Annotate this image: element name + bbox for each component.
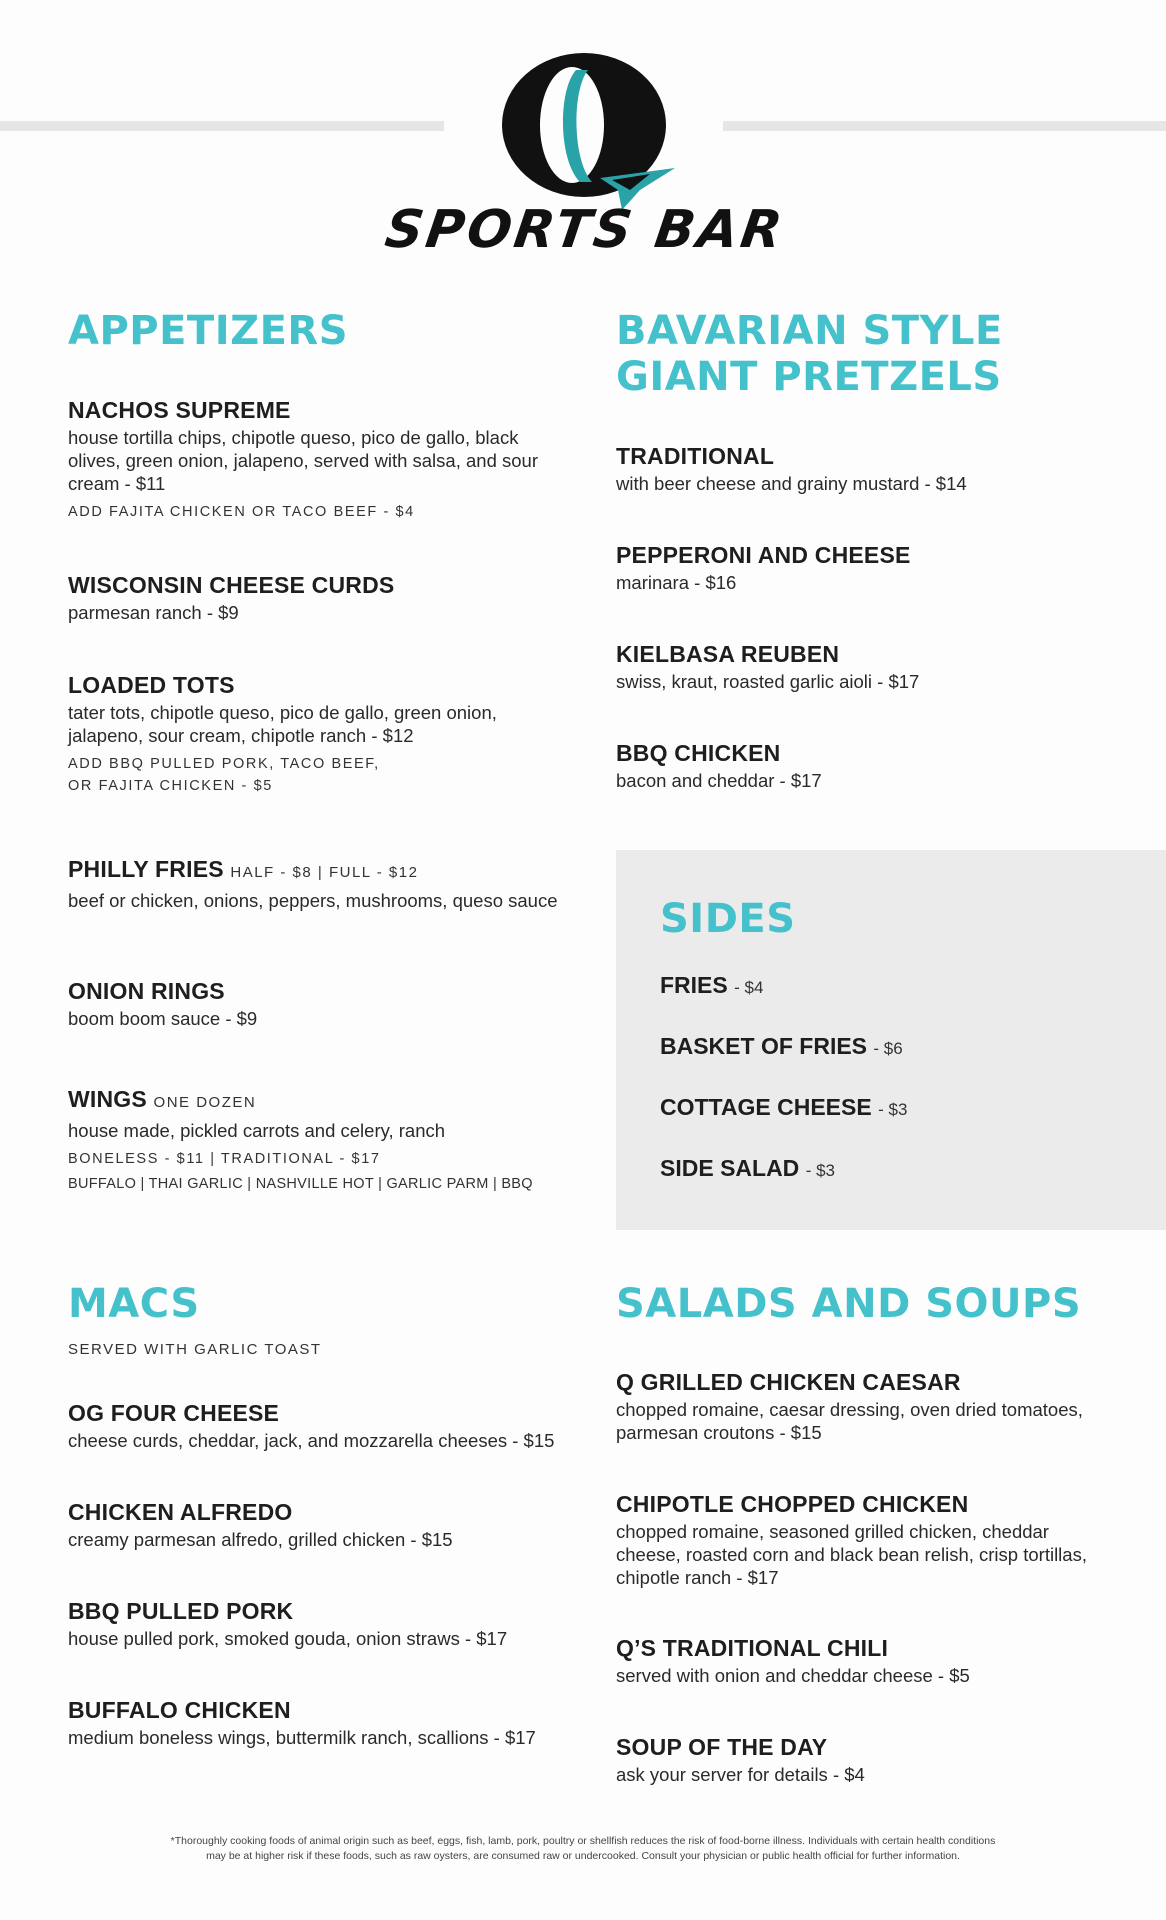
item-desc: parmesan ranch - $9 <box>68 602 239 623</box>
salads-title: SALADS AND SOUPS <box>616 1281 1082 1327</box>
side-name: FRIES <box>660 972 728 998</box>
pretzels-section <box>616 308 1136 808</box>
item-desc: medium boneless wings, buttermilk ranch, scallions - $17 <box>68 1727 536 1748</box>
item-desc: marinara - $16 <box>616 572 737 593</box>
pretzels-title-line: BAVARIAN STYLE <box>616 308 1003 354</box>
item-name: NACHOS SUPREME <box>68 397 291 423</box>
item-addon <box>68 753 568 797</box>
item-name: Q GRILLED CHICKEN CAESAR <box>616 1369 961 1395</box>
menu-item <box>68 1085 568 1192</box>
disclaimer-line: *Thoroughly cooking foods of animal origin such as beef, eggs, fish, lamb, pork, poultry or shellfish reduces the risk of food-borne illness. Individuals with certain health conditions <box>170 1835 996 1847</box>
item-prices: BONELESS - $11 | TRADITIONAL - $17 <box>68 1151 381 1167</box>
item-name: PHILLY FRIES <box>68 856 224 882</box>
item-desc: swiss, kraut, roasted garlic aioli - $17 <box>616 671 920 692</box>
item-name: WISCONSIN CHEESE CURDS <box>68 572 395 598</box>
q-logo-icon <box>350 50 820 210</box>
macs-subtitle: SERVED WITH GARLIC TOAST <box>68 1341 322 1358</box>
item-desc: served with onion and cheddar cheese - $5 <box>616 1665 970 1686</box>
side-price: - $3 <box>878 1100 908 1119</box>
logo <box>350 50 820 260</box>
item-addon-line: OR FAJITA CHICKEN - $5 <box>68 778 273 794</box>
food-safety-disclaimer <box>120 1834 1046 1864</box>
pretzels-title-line: GIANT PRETZELS <box>616 354 1002 400</box>
item-name: KIELBASA REUBEN <box>616 641 840 667</box>
appetizers-section <box>68 308 568 1208</box>
item-desc: chopped romaine, seasoned grilled chicken, cheddar cheese, roasted corn and black bean relish, crisp tortillas, chipotle ranch - $17 <box>616 1521 1087 1588</box>
side-item <box>660 1033 903 1060</box>
menu-item <box>68 1399 568 1452</box>
side-name: COTTAGE CHEESE <box>660 1094 872 1120</box>
item-desc: house pulled pork, smoked gouda, onion straws - $17 <box>68 1628 508 1649</box>
pretzels-title <box>616 308 1136 400</box>
item-name: PEPPERONI AND CHEESE <box>616 542 911 568</box>
menu-item <box>68 1597 568 1650</box>
macs-title: MACS <box>68 1281 200 1327</box>
menu-item <box>616 1634 1116 1687</box>
item-flavors: BUFFALO | THAI GARLIC | NASHVILLE HOT | GARLIC PARM | BBQ <box>68 1176 533 1192</box>
menu-item <box>68 571 568 624</box>
menu-item <box>68 396 568 523</box>
side-price: - $4 <box>734 978 764 997</box>
item-name: ONION RINGS <box>68 978 225 1004</box>
side-name: BASKET OF FRIES <box>660 1033 868 1059</box>
side-item <box>660 972 763 999</box>
menu-item <box>616 541 1136 594</box>
item-name: WINGS <box>68 1086 147 1112</box>
item-desc: tater tots, chipotle queso, pico de gallo, green onion, jalapeno, sour cream, chipotle ranch - $12 <box>68 702 497 746</box>
item-name: BBQ CHICKEN <box>616 740 781 766</box>
item-name: CHICKEN ALFREDO <box>68 1499 293 1525</box>
disclaimer-line: may be at higher risk if these foods, such as raw oysters, are consumed raw or undercooked. Consult your physician or public health official for further information. <box>206 1850 960 1862</box>
menu-item <box>616 739 1136 792</box>
salads-section <box>616 1281 1116 1801</box>
side-item <box>660 1094 907 1121</box>
appetizers-title: APPETIZERS <box>68 308 349 354</box>
item-size-prices: HALF - $8 | FULL - $12 <box>230 864 419 881</box>
menu-item <box>68 855 568 912</box>
item-desc: bacon and cheddar - $17 <box>616 770 822 791</box>
item-desc: beef or chicken, onions, peppers, mushrooms, queso sauce <box>68 890 558 911</box>
item-name: Q’S TRADITIONAL CHILI <box>616 1635 889 1661</box>
item-desc: house made, pickled carrots and celery, ranch <box>68 1120 446 1141</box>
side-name: SIDE SALAD <box>660 1155 800 1181</box>
sides-title: SIDES <box>660 896 796 942</box>
side-price: - $3 <box>805 1161 835 1180</box>
menu-item <box>68 1696 568 1749</box>
item-name: SOUP OF THE DAY <box>616 1734 828 1760</box>
menu-item <box>68 977 568 1030</box>
item-addon-line: ADD BBQ PULLED PORK, TACO BEEF, <box>68 756 380 772</box>
item-desc: creamy parmesan alfredo, grilled chicken - $15 <box>68 1529 453 1550</box>
menu-item <box>68 1498 568 1551</box>
side-price: - $6 <box>873 1039 903 1058</box>
item-desc: chopped romaine, caesar dressing, oven dried tomatoes, parmesan croutons - $15 <box>616 1399 1083 1443</box>
menu-item <box>616 442 1136 495</box>
item-name: BBQ PULLED PORK <box>68 1598 294 1624</box>
item-quantity: ONE DOZEN <box>153 1094 257 1111</box>
item-desc: ask your server for details - $4 <box>616 1764 865 1785</box>
item-name: CHIPOTLE CHOPPED CHICKEN <box>616 1491 969 1517</box>
item-name: BUFFALO CHICKEN <box>68 1697 291 1723</box>
logo-wordmark: SPORTS BAR <box>381 200 789 260</box>
item-desc: house tortilla chips, chipotle queso, pico de gallo, black olives, green onion, jalapeno, served with salsa, and sour cream - $11 <box>68 427 538 494</box>
menu-item <box>68 671 568 797</box>
item-addon: ADD FAJITA CHICKEN OR TACO BEEF - $4 <box>68 504 415 520</box>
item-name: TRADITIONAL <box>616 443 775 469</box>
macs-section <box>68 1281 568 1761</box>
menu-item <box>616 640 1136 693</box>
side-item <box>660 1155 835 1182</box>
menu-item <box>616 1733 1116 1786</box>
menu-item <box>616 1490 1116 1589</box>
item-desc: cheese curds, cheddar, jack, and mozzarella cheeses - $15 <box>68 1430 555 1451</box>
item-name: LOADED TOTS <box>68 672 235 698</box>
item-name: OG FOUR CHEESE <box>68 1400 280 1426</box>
item-desc: with beer cheese and grainy mustard - $14 <box>616 473 967 494</box>
menu-item <box>616 1368 1116 1444</box>
item-desc: boom boom sauce - $9 <box>68 1008 258 1029</box>
sides-section <box>616 850 1166 1230</box>
